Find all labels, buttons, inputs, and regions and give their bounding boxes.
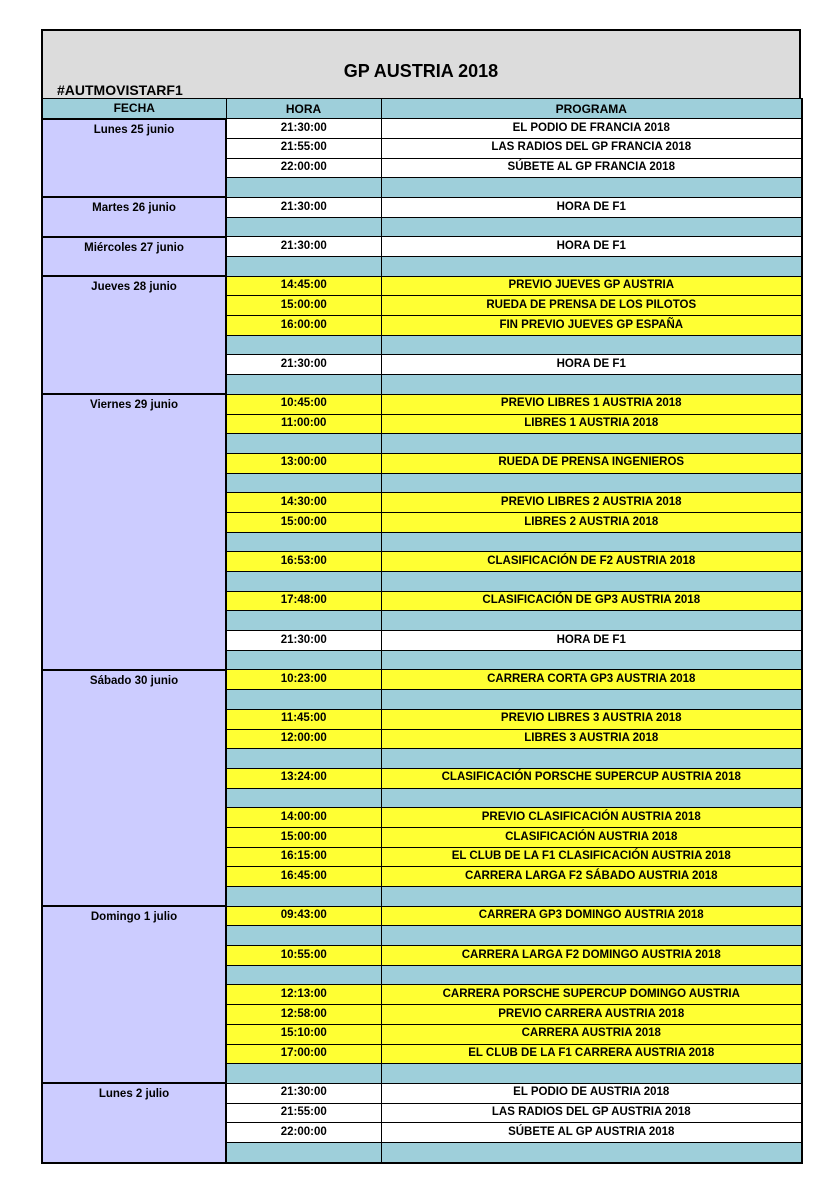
program-cell: PREVIO CARRERA AUSTRIA 2018 xyxy=(381,1005,802,1025)
time-cell: 21:55:00 xyxy=(226,138,381,158)
program-row xyxy=(42,1083,802,1103)
program-cell: LAS RADIOS DEL GP FRANCIA 2018 xyxy=(381,138,802,158)
program-row xyxy=(42,119,802,139)
time-cell xyxy=(226,473,381,493)
column-header-time: HORA xyxy=(226,99,381,119)
day-date-cell: Sábado 30 junio xyxy=(42,670,226,906)
program-cell xyxy=(381,611,802,631)
time-cell: 10:55:00 xyxy=(226,946,381,966)
program-cell: CLASIFICACIÓN AUSTRIA 2018 xyxy=(381,827,802,847)
program-cell: PREVIO LIBRES 2 AUSTRIA 2018 xyxy=(381,493,802,513)
time-cell: 17:48:00 xyxy=(226,591,381,611)
program-cell: LIBRES 1 AUSTRIA 2018 xyxy=(381,414,802,434)
time-cell: 15:00:00 xyxy=(226,512,381,532)
schedule-body xyxy=(42,119,802,1163)
time-cell: 12:00:00 xyxy=(226,729,381,749)
program-cell: CLASIFICACIÓN DE F2 AUSTRIA 2018 xyxy=(381,552,802,572)
program-cell: LIBRES 3 AUSTRIA 2018 xyxy=(381,729,802,749)
program-cell xyxy=(381,690,802,710)
time-cell xyxy=(226,1142,381,1162)
time-cell xyxy=(226,532,381,552)
time-cell: 22:00:00 xyxy=(226,1123,381,1143)
hashtag-label: #AUTMOVISTARF1 xyxy=(57,82,183,98)
time-cell: 15:10:00 xyxy=(226,1024,381,1044)
program-cell xyxy=(381,434,802,454)
time-cell: 22:00:00 xyxy=(226,158,381,178)
program-cell: LIBRES 2 AUSTRIA 2018 xyxy=(381,512,802,532)
time-cell xyxy=(226,650,381,670)
time-cell xyxy=(226,217,381,237)
program-cell xyxy=(381,473,802,493)
time-cell: 21:55:00 xyxy=(226,1103,381,1123)
day-date-cell: Jueves 28 junio xyxy=(42,276,226,394)
day-date-cell: Miércoles 27 junio xyxy=(42,237,226,276)
column-header-date: FECHA xyxy=(42,99,226,119)
program-cell xyxy=(381,375,802,395)
page-title: GP AUSTRIA 2018 xyxy=(343,61,499,81)
time-cell: 17:00:00 xyxy=(226,1044,381,1064)
header-row xyxy=(42,99,802,119)
program-cell: CARRERA LARGA F2 DOMINGO AUSTRIA 2018 xyxy=(381,946,802,966)
program-cell: EL PODIO DE AUSTRIA 2018 xyxy=(381,1083,802,1103)
program-cell: PREVIO CLASIFICACIÓN AUSTRIA 2018 xyxy=(381,808,802,828)
program-cell xyxy=(381,572,802,592)
time-cell: 16:15:00 xyxy=(226,847,381,867)
program-cell xyxy=(381,1142,802,1162)
time-cell: 10:45:00 xyxy=(226,394,381,414)
time-cell xyxy=(226,375,381,395)
time-cell xyxy=(226,749,381,769)
program-cell: PREVIO JUEVES GP AUSTRIA xyxy=(381,276,802,296)
time-cell xyxy=(226,611,381,631)
program-cell: LAS RADIOS DEL GP AUSTRIA 2018 xyxy=(381,1103,802,1123)
program-cell: HORA DE F1 xyxy=(381,237,802,257)
program-cell xyxy=(381,217,802,237)
program-cell xyxy=(381,335,802,355)
program-cell: CLASIFICACIÓN PORSCHE SUPERCUP AUSTRIA 2018 xyxy=(381,768,802,788)
program-cell xyxy=(381,650,802,670)
program-cell xyxy=(381,788,802,808)
time-cell: 12:58:00 xyxy=(226,1005,381,1025)
program-cell: SÚBETE AL GP FRANCIA 2018 xyxy=(381,158,802,178)
program-cell xyxy=(381,532,802,552)
program-cell: HORA DE F1 xyxy=(381,355,802,375)
program-cell: FIN PREVIO JUEVES GP ESPAÑA xyxy=(381,316,802,336)
day-date-cell: Lunes 25 junio xyxy=(42,119,226,198)
program-cell xyxy=(381,749,802,769)
program-cell: RUEDA DE PRENSA INGENIEROS xyxy=(381,453,802,473)
program-cell xyxy=(381,887,802,907)
time-cell: 13:24:00 xyxy=(226,768,381,788)
time-cell xyxy=(226,434,381,454)
time-cell xyxy=(226,178,381,198)
day-date-cell: Martes 26 junio xyxy=(42,197,226,236)
program-cell: PREVIO LIBRES 3 AUSTRIA 2018 xyxy=(381,709,802,729)
day-date-cell: Domingo 1 julio xyxy=(42,906,226,1083)
program-cell: HORA DE F1 xyxy=(381,197,802,217)
time-cell: 11:00:00 xyxy=(226,414,381,434)
time-cell: 10:23:00 xyxy=(226,670,381,690)
schedule-sheet xyxy=(41,29,801,1164)
time-cell xyxy=(226,335,381,355)
program-row xyxy=(42,276,802,296)
program-cell: CARRERA PORSCHE SUPERCUP DOMINGO AUSTRIA xyxy=(381,985,802,1005)
time-cell: 14:00:00 xyxy=(226,808,381,828)
time-cell: 16:45:00 xyxy=(226,867,381,887)
program-cell: CLASIFICACIÓN DE GP3 AUSTRIA 2018 xyxy=(381,591,802,611)
program-row xyxy=(42,670,802,690)
program-cell: EL CLUB DE LA F1 CLASIFICACIÓN AUSTRIA 2018 xyxy=(381,847,802,867)
time-cell: 14:45:00 xyxy=(226,276,381,296)
program-cell: RUEDA DE PRENSA DE LOS PILOTOS xyxy=(381,296,802,316)
time-cell xyxy=(226,788,381,808)
program-row xyxy=(42,906,802,926)
program-cell xyxy=(381,1064,802,1084)
time-cell: 11:45:00 xyxy=(226,709,381,729)
program-cell: PREVIO LIBRES 1 AUSTRIA 2018 xyxy=(381,394,802,414)
program-cell: CARRERA GP3 DOMINGO AUSTRIA 2018 xyxy=(381,906,802,926)
day-date-cell: Lunes 2 julio xyxy=(42,1083,226,1162)
time-cell: 16:53:00 xyxy=(226,552,381,572)
program-cell xyxy=(381,257,802,277)
schedule-table xyxy=(41,98,803,1164)
time-cell: 21:30:00 xyxy=(226,355,381,375)
program-cell xyxy=(381,965,802,985)
time-cell: 21:30:00 xyxy=(226,237,381,257)
program-cell: CARRERA AUSTRIA 2018 xyxy=(381,1024,802,1044)
program-cell xyxy=(381,178,802,198)
program-cell: HORA DE F1 xyxy=(381,631,802,651)
time-cell: 21:30:00 xyxy=(226,1083,381,1103)
time-cell xyxy=(226,690,381,710)
program-cell: CARRERA LARGA F2 SÁBADO AUSTRIA 2018 xyxy=(381,867,802,887)
program-cell: EL CLUB DE LA F1 CARRERA AUSTRIA 2018 xyxy=(381,1044,802,1064)
program-cell: CARRERA CORTA GP3 AUSTRIA 2018 xyxy=(381,670,802,690)
program-cell: EL PODIO DE FRANCIA 2018 xyxy=(381,119,802,139)
time-cell xyxy=(226,965,381,985)
program-row xyxy=(42,394,802,414)
time-cell: 21:30:00 xyxy=(226,119,381,139)
time-cell xyxy=(226,887,381,907)
time-cell: 15:00:00 xyxy=(226,296,381,316)
program-cell xyxy=(381,926,802,946)
time-cell: 15:00:00 xyxy=(226,827,381,847)
time-cell xyxy=(226,572,381,592)
time-cell: 21:30:00 xyxy=(226,197,381,217)
program-cell: SÚBETE AL GP AUSTRIA 2018 xyxy=(381,1123,802,1143)
time-cell: 21:30:00 xyxy=(226,631,381,651)
title-box xyxy=(41,29,801,98)
time-cell: 16:00:00 xyxy=(226,316,381,336)
time-cell: 14:30:00 xyxy=(226,493,381,513)
time-cell: 13:00:00 xyxy=(226,453,381,473)
program-row xyxy=(42,237,802,257)
time-cell: 12:13:00 xyxy=(226,985,381,1005)
time-cell xyxy=(226,257,381,277)
time-cell xyxy=(226,1064,381,1084)
time-cell: 09:43:00 xyxy=(226,906,381,926)
column-header-program: PROGRAMA xyxy=(381,99,802,119)
time-cell xyxy=(226,926,381,946)
program-row xyxy=(42,197,802,217)
day-date-cell: Viernes 29 junio xyxy=(42,394,226,670)
